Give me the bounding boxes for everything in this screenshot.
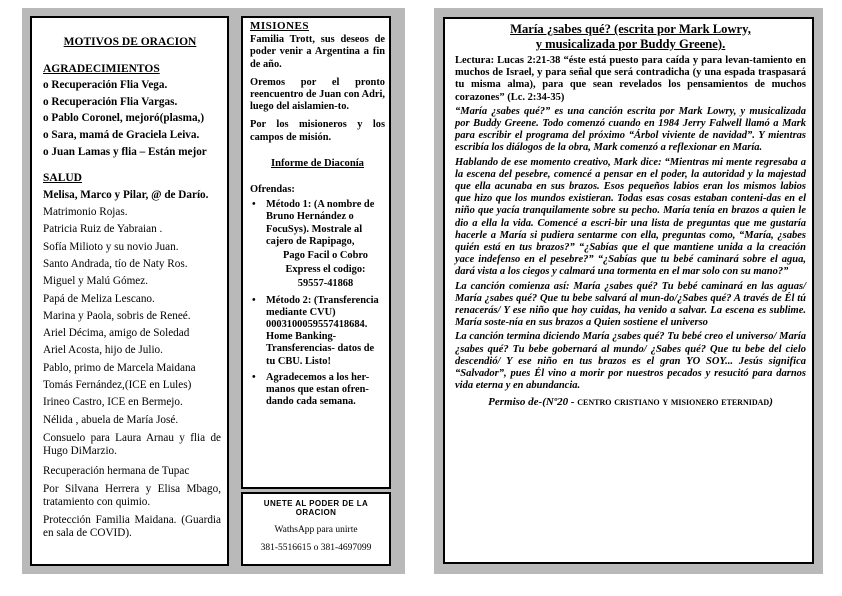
bullet-icon: • bbox=[252, 371, 256, 383]
informe-diaconia-heading: Informe de Diaconía bbox=[271, 157, 364, 169]
metodo-1-line: Pago Facil o Cobro bbox=[283, 250, 368, 262]
list-item: Marina y Paola, sobris de Reneé. bbox=[43, 309, 191, 322]
motivos-title: MOTIVOS DE ORACION bbox=[63, 36, 197, 48]
ofrendas-label: Ofrendas: bbox=[250, 184, 295, 196]
list-item bbox=[250, 295, 385, 368]
article-paragraph: La canción termina diciendo María ¿sabes qué? Tu bebé creo el universo/ María ¿sabes qué? Tu bebe gobernará al mundo/ ¿Sabes qué? Que tu bebe del cielo descendió/ Y ese niño en tus brazos es el gran YO SOY... Jesús significa “Salvador”, pues Él vino a morir por nuestros pecados y resucitó para darnos vida eterna y en abundancia. bbox=[455, 331, 806, 392]
metodos-list bbox=[250, 199, 385, 408]
misiones-title: MISIONES bbox=[250, 20, 310, 32]
list-item: Irineo Castro, ICE en Bermejo. bbox=[43, 396, 183, 409]
list-item: o Recuperación Flia Vargas. bbox=[43, 95, 178, 108]
salud-title: SALUD bbox=[43, 172, 82, 185]
misiones-paragraph: Oremos por el pronto reencuentro de Juan con Adri, luego del aislamien-to. bbox=[250, 76, 385, 113]
whatsapp-line: WathsApp para unirte bbox=[274, 525, 358, 535]
list-item: o Recuperación Flia Vega. bbox=[43, 79, 168, 92]
list-item: Melisa, Marco y Pilar, @ de Darío. bbox=[43, 188, 209, 201]
list-item: Recuperación hermana de Tupac bbox=[43, 464, 190, 477]
permiso-org: centro cristiano y misionero eternidad bbox=[577, 396, 770, 409]
agradecimientos-list bbox=[43, 77, 221, 160]
metodo-2-text: Método 2: (Transferencia mediante CVU) 0003100059557418684. Home Banking- Transferencias- datos de tu CBU. Listo! bbox=[266, 294, 379, 367]
list-item: Nélida , abuela de María José. bbox=[43, 413, 179, 426]
metodo-1-line: Express el codigo: bbox=[285, 264, 366, 276]
misiones-paragraph: Por los misioneros y los campos de misión. bbox=[250, 119, 385, 143]
list-item: Miguel y Malú Gómez. bbox=[43, 275, 149, 288]
metodo-1-code: 59557-41868 bbox=[297, 278, 354, 290]
phone-numbers: 381-5516615 o 381-4697099 bbox=[260, 543, 372, 553]
list-item: o Pablo Coronel, mejoró(plasma,) bbox=[43, 112, 205, 125]
agradecimientos-title: AGRADECIMIENTOS bbox=[43, 62, 160, 75]
article-title-line: y musicalizada por Buddy Greene). bbox=[535, 36, 726, 51]
list-item: Matrimonio Rojas. bbox=[43, 206, 128, 219]
list-item: Protección Familia Maidana. (Guardia en sala de COVID). bbox=[43, 513, 221, 540]
list-item: Ariel Acosta, hijo de Julio. bbox=[43, 344, 163, 357]
motivos-oracion-box bbox=[30, 16, 229, 566]
unete-title: UNETE AL PODER DE LA ORACION bbox=[263, 499, 369, 517]
list-item: Consuelo para Laura Arnau y flia de Hugo DiMarzio. bbox=[43, 431, 221, 458]
list-item: o Juan Lamas y flia – Están mejor bbox=[43, 145, 207, 158]
article-paragraph: Hablando de ese momento creativo, Mark dice: “Mientras mi mente regresaba a la escena del pesebre, comencé a pensar en el poder, la autoridad y la majestad que ella acunaba en sus brazos. Esos pequeños labios eran los mismos labios que hizo que los mundos existieran. Todas esas cosas estaban conteni-das en el niño que yacía tranquilamente sobre su pecho. María tenía en brazos a quien le dio a ella la vida. Comencé a escri-bir una lista de preguntas que me gustaría hacerle a María si pudiera sentarme con ella, preguntas como, “María, ¿sabes quién está en tus brazos?” “¿Sabías que el que mantiene unida a la creación yace indefenso en el pesebre?” “¿Sabías que tu bebé caminará sobre el agua, dará vista a los ciegos y calmará una tormenta en el mar solo con su mano?” bbox=[455, 156, 806, 278]
left-page-panel bbox=[22, 8, 405, 574]
lectura-paragraph: Lectura: Lucas 2:21-38 “éste está puesto para caída y para levan-tamiento en muchos de Israel, y para señal que será contradicha (y una espada traspasará tu misma alma), para que sean revelados los pensamientos de muchos corazones” (Lc. 2:34-35) bbox=[455, 55, 806, 103]
unete-oracion-box bbox=[241, 492, 391, 566]
list-item: o Sara, mamá de Graciela Leiva. bbox=[43, 128, 200, 141]
list-item: Por Silvana Herrera y Elisa Mbago, tratamiento con quimio. bbox=[43, 483, 221, 509]
metodo-1-text: Método 1: (A nombre de Bruno Hernández o FocuSys). Mostrale al cajero de Rapipago, bbox=[266, 199, 375, 247]
bullet-icon: • bbox=[252, 199, 256, 211]
article-paragraph: La canción comienza así: María ¿sabes qué? Tu bebé caminará en las aguas/ María ¿sabes qué? Que tu bebe salvará al mun-do/¿Sabes qué? A través de Él tú renacerás/ Y ese niño que hoy cuidas, ha venido a salvar. La escena es sublime. María soste-nía en sus brazos a Quien sostiene el universo bbox=[455, 280, 806, 329]
list-item: Tomás Fernández,(ICE en Lules) bbox=[43, 379, 192, 392]
list-item: Patricia Ruiz de Yabraian . bbox=[43, 223, 163, 236]
list-item: Papá de Meliza Lescano. bbox=[43, 292, 155, 305]
maria-article-box bbox=[443, 17, 814, 564]
misiones-box bbox=[241, 16, 391, 489]
list-item: Pablo, primo de Marcela Maidana bbox=[43, 361, 196, 374]
article-paragraph: “María ¿sabes qué?” es una canción escrita por Mark Lowry, y musicalizada por Buddy Greene. Todo comenzó cuando en 1984 Jerry Falwell llamó a Mark para escribir el programa del próximo “Árbol viviente de navidad”. Y mientras escribía los diálogos de la obra, Mark comenzó a reflexionar en María. bbox=[455, 105, 806, 154]
salud-list bbox=[43, 187, 221, 541]
article-title bbox=[455, 22, 806, 51]
agradecemos-text: Agradecemos a los her-manos que estan ofren-dando cada semana. bbox=[266, 371, 370, 408]
article-title-line: María ¿sabes qué? (escrita por Mark Lowry, bbox=[510, 22, 751, 36]
bullet-icon: • bbox=[252, 294, 256, 306]
list-item: Ariel Décima, amigo de Soledad bbox=[43, 327, 190, 340]
permiso-text: Permiso de-(Nº20 - bbox=[488, 396, 575, 409]
permiso-footer bbox=[455, 396, 806, 408]
list-item bbox=[250, 372, 385, 409]
right-page-panel bbox=[434, 8, 823, 574]
permiso-close: ) bbox=[769, 396, 773, 409]
list-item bbox=[250, 199, 385, 290]
list-item: Santo Andrada, tío de Naty Ros. bbox=[43, 257, 188, 270]
list-item: Sofía Milioto y su novio Juan. bbox=[43, 240, 179, 253]
misiones-paragraph: Familia Trott, sus deseos de poder venir a Argentina a fin de año. bbox=[250, 34, 385, 70]
